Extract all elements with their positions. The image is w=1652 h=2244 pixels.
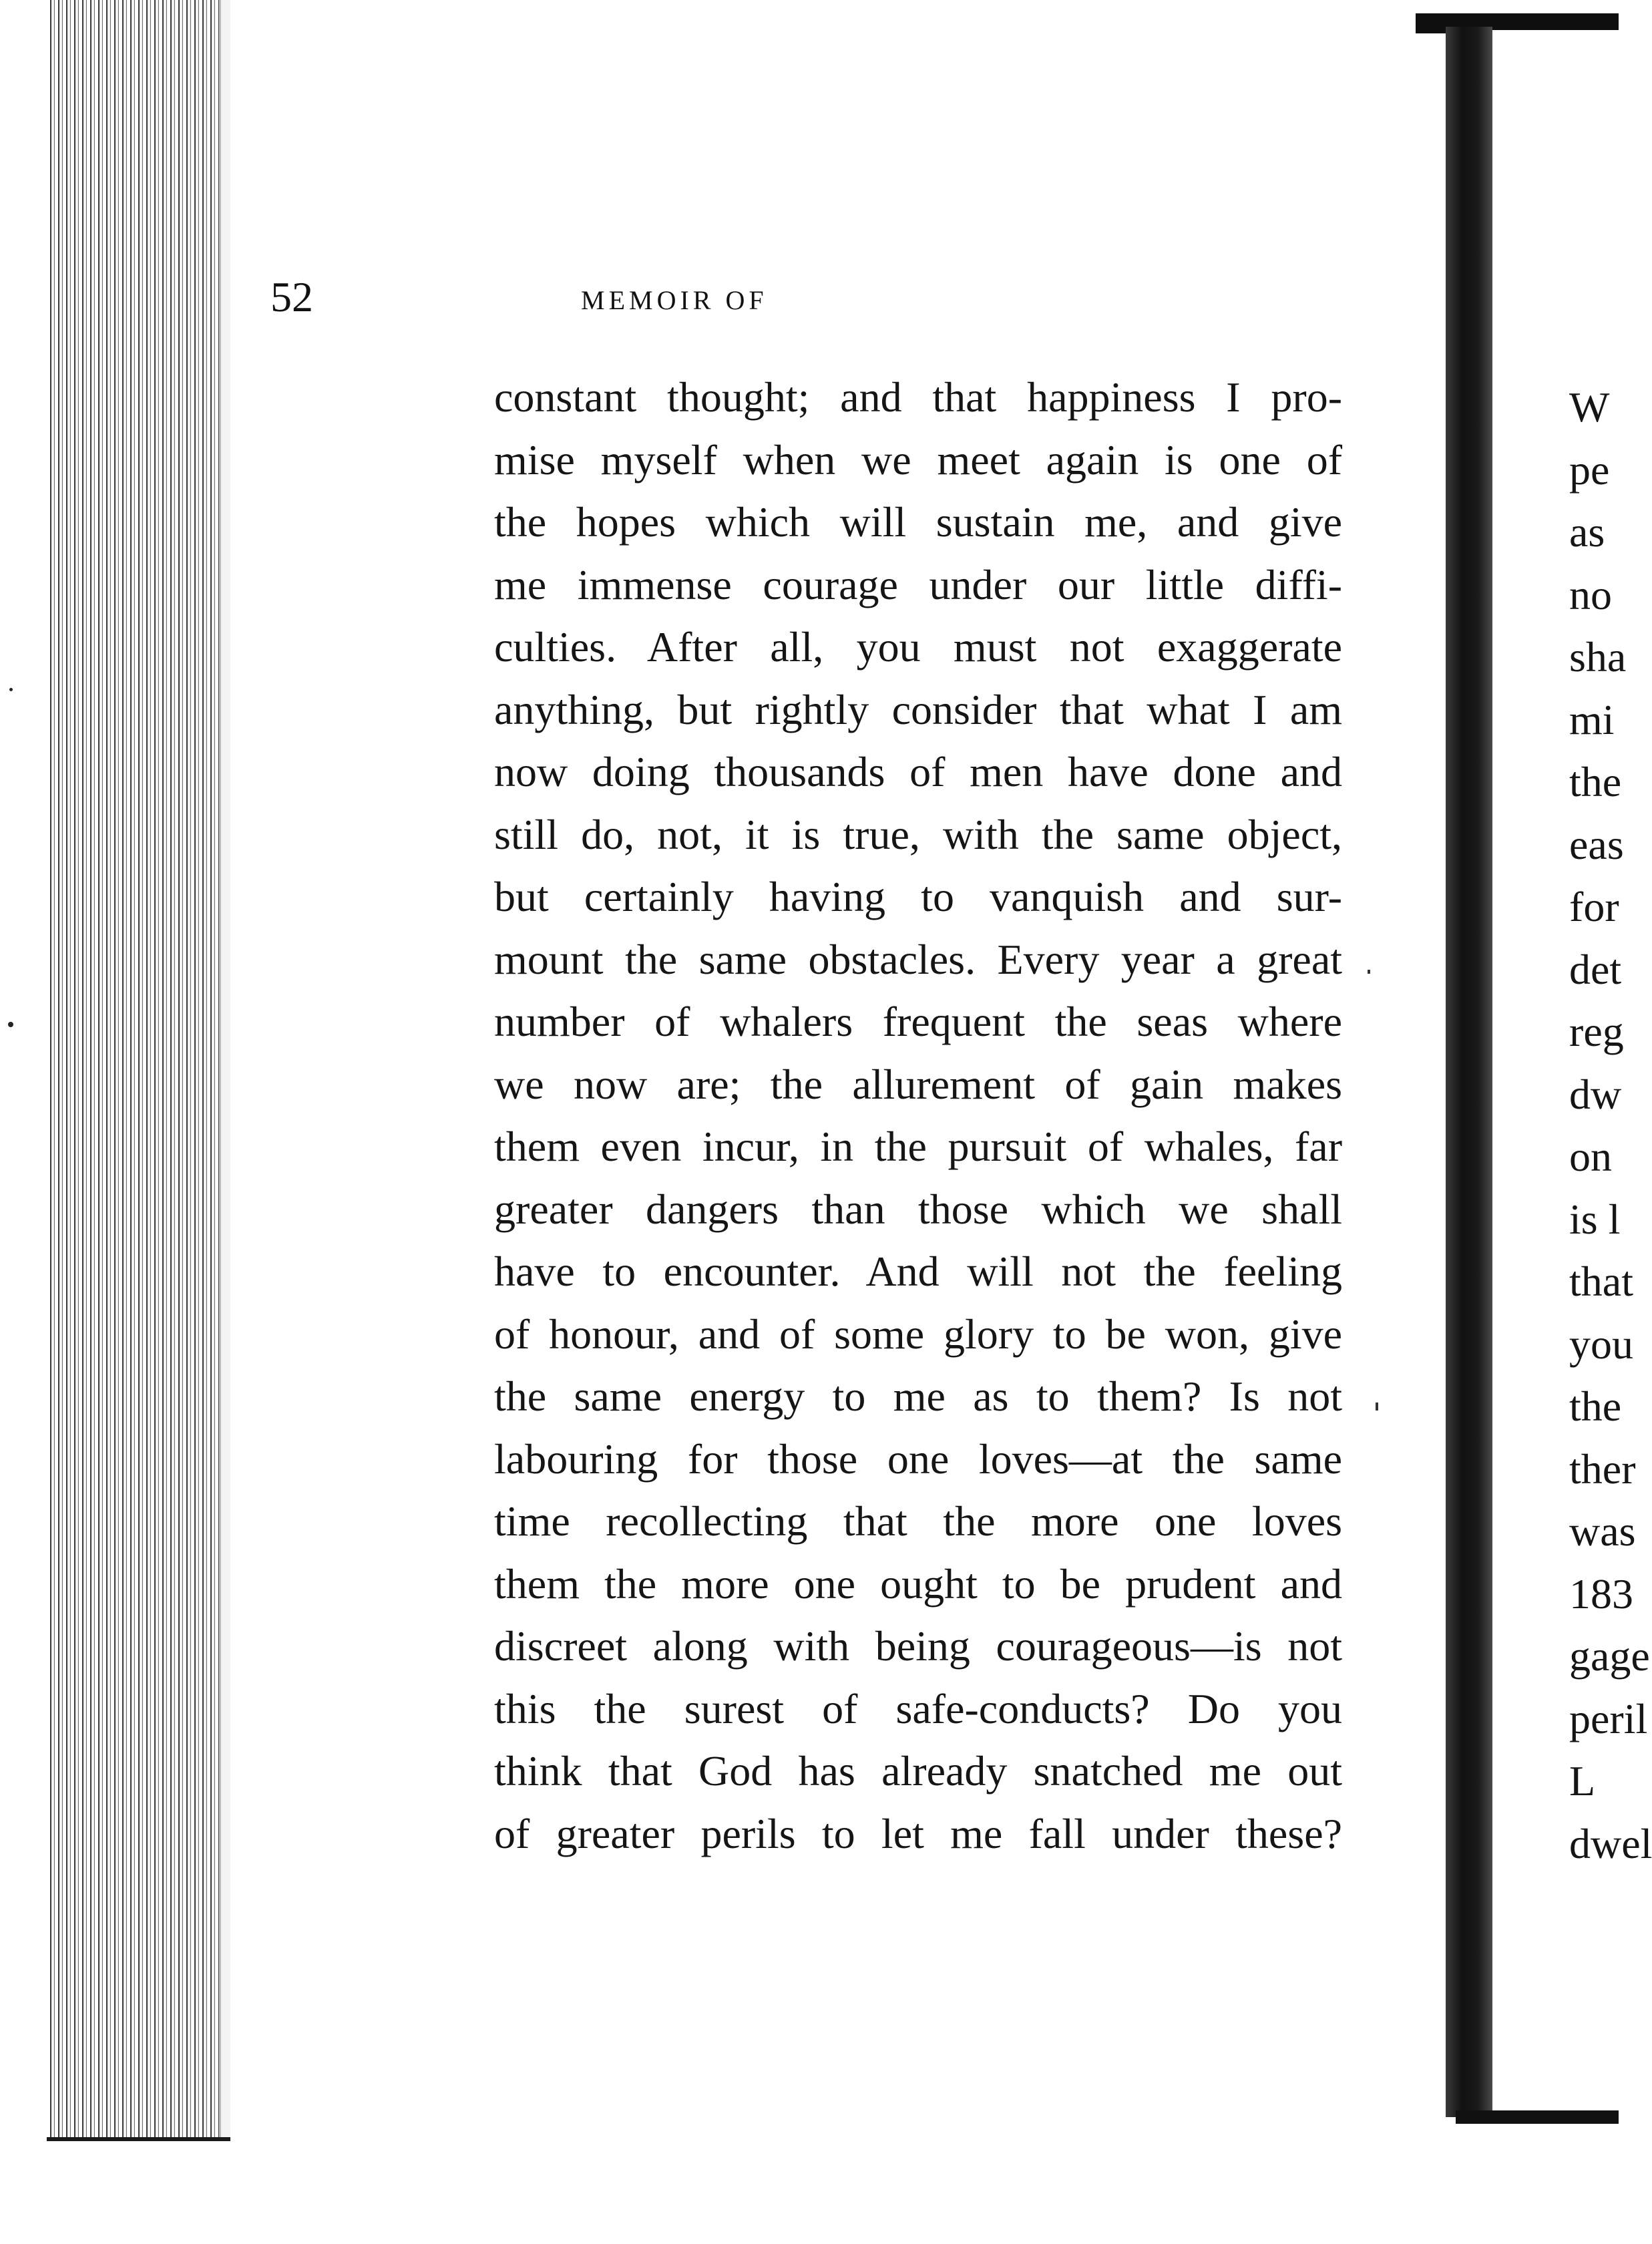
facing-line: eas — [1569, 820, 1624, 868]
text-line: of honour, and of some glory to be won, give — [494, 1310, 1342, 1358]
running-head — [270, 267, 1359, 327]
text-line: labouring for those one loves—at the same — [494, 1435, 1342, 1483]
text-line: anything, but rightly consider that what I am — [494, 685, 1342, 733]
spine-bottom-shadow — [1456, 2110, 1619, 2124]
scan-bottom-margin — [0, 2144, 1619, 2244]
page-edge-stack — [47, 0, 230, 2141]
text-line: mount the same obstacles. Every year a great — [494, 935, 1342, 983]
text-line: mise myself when we meet again is one of — [494, 435, 1342, 484]
text-line: discreet along with being courageous—is not — [494, 1622, 1342, 1670]
margin-speck — [9, 688, 13, 691]
margin-speck — [1376, 1402, 1378, 1411]
text-line: we now are; the allurement of gain makes — [494, 1060, 1342, 1108]
running-title: MEMOIR OF — [581, 285, 768, 315]
facing-line: mi — [1569, 695, 1615, 743]
body-text — [494, 366, 1342, 1865]
text-line: of greater perils to let me fall under these? — [494, 1809, 1342, 1857]
text-line: number of whalers frequent the seas where — [494, 998, 1342, 1045]
facing-line: ther — [1569, 1445, 1636, 1493]
facing-line: det — [1569, 945, 1622, 993]
margin-speck — [1368, 970, 1370, 974]
facing-line: L — [1569, 1757, 1596, 1805]
facing-line: the — [1569, 758, 1622, 805]
facing-line: 183 — [1569, 1569, 1633, 1618]
text-line: culties. After all, you must not exaggerate — [494, 623, 1342, 671]
text-line: time recollecting that the more one loves — [494, 1497, 1342, 1545]
facing-line: peril — [1569, 1694, 1648, 1742]
text-line: have to encounter. And will not the feeling — [494, 1248, 1342, 1295]
facing-line: reg — [1569, 1008, 1624, 1055]
text-line: the same energy to me as to them? Is not — [494, 1372, 1342, 1420]
facing-page-text — [1569, 376, 1652, 1875]
text-line: now doing thousands of men have done and — [494, 748, 1342, 795]
text-line: but certainly having to vanquish and sur- — [494, 873, 1342, 920]
text-line: constant thought; and that happiness I pro- — [494, 373, 1342, 421]
text-line: the hopes which will sustain me, and give — [494, 498, 1342, 546]
page-number: 52 — [270, 273, 313, 321]
text-line: still do, not, it is true, with the same object, — [494, 810, 1342, 858]
facing-line: for — [1569, 883, 1619, 930]
facing-line: gage — [1569, 1632, 1650, 1680]
facing-line: dwel — [1569, 1819, 1652, 1867]
facing-line: was — [1569, 1507, 1636, 1555]
margin-speck — [8, 1022, 13, 1027]
facing-line: you — [1569, 1320, 1633, 1368]
facing-line: W — [1569, 383, 1610, 431]
text-line: them the more one ought to be prudent and — [494, 1559, 1342, 1608]
facing-line: sha — [1569, 633, 1627, 681]
facing-line: that — [1569, 1258, 1633, 1305]
text-line: greater dangers than those which we shall — [494, 1185, 1342, 1233]
facing-line: pe — [1569, 445, 1610, 494]
facing-line: is l — [1569, 1195, 1621, 1243]
facing-line: dw — [1569, 1070, 1622, 1118]
text-line: think that God has already snatched me out — [494, 1747, 1342, 1795]
facing-line: as — [1569, 508, 1605, 556]
text-line: me immense courage under our little diffi- — [494, 560, 1342, 608]
book-spine-gutter — [1446, 27, 1492, 2117]
text-line: this the surest of safe-conducts? Do you — [494, 1684, 1342, 1732]
facing-line: on — [1569, 1133, 1612, 1180]
text-line: them even incur, in the pursuit of whales, far — [494, 1123, 1342, 1170]
facing-line: no — [1569, 570, 1612, 618]
facing-line: the — [1569, 1382, 1622, 1430]
facing-page — [1492, 30, 1652, 2114]
